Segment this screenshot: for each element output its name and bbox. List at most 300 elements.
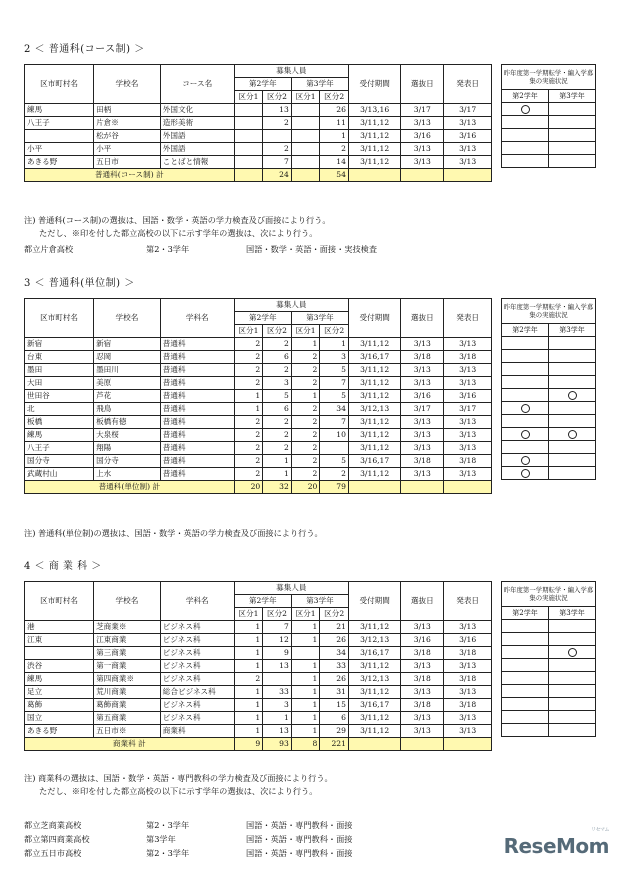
course-cell: 普通科 [160, 364, 234, 377]
table-row [25, 338, 492, 351]
selection-cell: 3/13 [401, 156, 444, 169]
selection-cell: 3/13 [401, 377, 444, 390]
section-title: 2 ＜ 普通科(コース制) ＞ [24, 44, 145, 55]
previous-year-cell [502, 103, 549, 116]
table-row [25, 442, 492, 455]
count-cell: 2 [263, 338, 292, 351]
count-cell: 33 [320, 660, 349, 673]
count-cell: 14 [320, 156, 349, 169]
count-cell: 1 [291, 634, 320, 647]
course-cell: 普通科 [160, 377, 234, 390]
count-cell: 2 [291, 351, 320, 364]
note-line: ただし、※印を付した都立高校の以下に示す学年の選抜は、次により行う。 [39, 786, 318, 796]
previous-year-cell [549, 711, 596, 724]
school-cell: 翔陽 [94, 442, 161, 455]
previous-year-row [502, 441, 596, 454]
selection-cell: 3/13 [401, 468, 444, 481]
count-cell: 6 [320, 712, 349, 725]
district-cell: 八王子 [25, 117, 94, 130]
header-kubun1: 区分1 [234, 608, 263, 621]
header-district: 区市町村名 [25, 582, 94, 621]
reception-cell: 3/13,16 [348, 104, 400, 117]
previous-year-row [502, 711, 596, 724]
count-cell: 2 [291, 403, 320, 416]
previous-year-row [502, 129, 596, 142]
total-row [25, 481, 492, 494]
count-cell: 1 [291, 390, 320, 403]
previous-year-cell [549, 620, 596, 633]
total-count-cell: 8 [291, 738, 320, 751]
selection-cell: 3/17 [401, 104, 444, 117]
total-count-cell: 93 [263, 738, 292, 751]
header-school: 学校名 [94, 582, 161, 621]
previous-year-row [502, 155, 596, 168]
total-count-cell: 221 [320, 738, 349, 751]
course-cell: 外国文化 [160, 104, 234, 117]
selection-cell: 3/13 [401, 660, 444, 673]
header-reception: 受付期間 [348, 582, 400, 621]
total-label: 普通科(コース制) 計 [25, 169, 235, 182]
reception-cell: 3/11,12 [348, 712, 400, 725]
count-cell [234, 143, 263, 156]
section-notes [24, 527, 323, 540]
school-cell: 芝商業※ [94, 621, 161, 634]
previous-year-cell [549, 116, 596, 129]
exam-subjects: 国語・英語・専門教科・面接 [246, 848, 353, 858]
district-cell [25, 130, 94, 143]
header-kubun1: 区分1 [291, 91, 320, 104]
header-kubun2: 区分2 [320, 91, 349, 104]
exam-school: 都立芝商業高校 [24, 820, 82, 830]
reception-cell: 3/11,12 [348, 660, 400, 673]
announce-cell: 3/13 [444, 686, 492, 699]
previous-year-cell [502, 363, 549, 376]
reception-cell: 3/11,12 [348, 390, 400, 403]
previous-year-cell [502, 376, 549, 389]
header-year3: 第3学年 [291, 78, 348, 91]
reception-cell: 3/11,12 [348, 429, 400, 442]
header-kubun1: 区分1 [234, 91, 263, 104]
course-cell: 普通科 [160, 429, 234, 442]
exam-row [24, 244, 524, 256]
course-cell: 商業科 [160, 725, 234, 738]
announce-cell: 3/13 [444, 621, 492, 634]
side-header-year2: 第2学年 [502, 324, 549, 337]
previous-year-row [502, 415, 596, 428]
count-cell: 26 [320, 104, 349, 117]
exam-school: 都立五日市高校 [24, 848, 82, 858]
count-cell [263, 130, 292, 143]
announce-cell: 3/16 [444, 130, 492, 143]
announce-cell: 3/17 [444, 104, 492, 117]
previous-year-row [502, 724, 596, 737]
count-cell: 1 [234, 712, 263, 725]
count-cell: 2 [291, 429, 320, 442]
total-count-cell: 79 [320, 481, 349, 494]
count-cell: 2 [291, 377, 320, 390]
circle-mark-icon [521, 456, 530, 465]
district-cell: 板橋 [25, 416, 94, 429]
reception-cell: 3/11,12 [348, 143, 400, 156]
previous-year-cell [549, 698, 596, 711]
course-cell: ビジネス科 [160, 647, 234, 660]
count-cell: 1 [234, 699, 263, 712]
school-cell: 荒川商業 [94, 686, 161, 699]
course-cell: 普通科 [160, 442, 234, 455]
school-cell: 国分寺 [94, 455, 161, 468]
previous-year-cell [549, 402, 596, 415]
total-blank [401, 481, 444, 494]
selection-cell: 3/18 [401, 455, 444, 468]
header-kubun1: 区分1 [291, 325, 320, 338]
previous-year-row [502, 698, 596, 711]
district-cell: 世田谷 [25, 390, 94, 403]
reception-cell: 3/11,12 [348, 621, 400, 634]
count-cell [234, 117, 263, 130]
announce-cell: 3/13 [444, 143, 492, 156]
announce-cell: 3/13 [444, 660, 492, 673]
school-cell: 江東商業 [94, 634, 161, 647]
course-cell: ビジネス科 [160, 673, 234, 686]
previous-year-row [502, 389, 596, 402]
count-cell: 2 [234, 377, 263, 390]
district-cell: 小平 [25, 143, 94, 156]
reception-cell: 3/11,12 [348, 416, 400, 429]
header-selection: 選抜日 [401, 582, 444, 621]
previous-year-cell [502, 724, 549, 737]
recruitment-table [24, 64, 492, 182]
count-cell: 1 [234, 390, 263, 403]
table-row [25, 647, 492, 660]
previous-year-cell [549, 659, 596, 672]
previous-year-header: 昨年度第一学期転学・編入学募集の実施状況 [502, 582, 596, 607]
announce-cell: 3/18 [444, 351, 492, 364]
count-cell: 34 [320, 647, 349, 660]
header-announce: 発表日 [444, 582, 492, 621]
course-cell: 外国語 [160, 130, 234, 143]
previous-year-cell [502, 620, 549, 633]
previous-year-cell [502, 337, 549, 350]
previous-year-row [502, 428, 596, 441]
district-cell: 台東 [25, 351, 94, 364]
reception-cell: 3/16,17 [348, 351, 400, 364]
district-cell: 練馬 [25, 429, 94, 442]
total-blank [401, 738, 444, 751]
previous-year-cell [549, 142, 596, 155]
count-cell: 1 [320, 130, 349, 143]
count-cell: 5 [263, 390, 292, 403]
school-cell: 五日市 [94, 156, 161, 169]
count-cell: 1 [234, 686, 263, 699]
announce-cell: 3/13 [444, 156, 492, 169]
section-title: 4 ＜ 商 業 科 ＞ [24, 561, 102, 572]
total-count-cell: 20 [234, 481, 263, 494]
count-cell: 7 [263, 156, 292, 169]
count-cell: 3 [263, 377, 292, 390]
count-cell: 2 [234, 416, 263, 429]
school-cell: 葛飾商業 [94, 699, 161, 712]
previous-year-cell [549, 415, 596, 428]
count-cell: 1 [234, 725, 263, 738]
district-cell: 葛飾 [25, 699, 94, 712]
count-cell: 2 [291, 455, 320, 468]
table-row [25, 377, 492, 390]
table-row [25, 725, 492, 738]
header-year2: 第2学年 [234, 78, 291, 91]
school-cell: 上水 [94, 468, 161, 481]
header-course: 学科名 [160, 299, 234, 338]
header-kubun2: 区分2 [263, 608, 292, 621]
exam-row [24, 834, 524, 846]
announce-cell: 3/18 [444, 699, 492, 712]
school-cell: 板橋有徳 [94, 416, 161, 429]
previous-year-row [502, 454, 596, 467]
previous-year-cell [549, 724, 596, 737]
district-cell: 練馬 [25, 104, 94, 117]
previous-year-cell [502, 685, 549, 698]
previous-year-cell [502, 698, 549, 711]
reception-cell: 3/11,12 [348, 468, 400, 481]
school-cell: 忍岡 [94, 351, 161, 364]
reception-cell: 3/11,12 [348, 117, 400, 130]
previous-year-row [502, 659, 596, 672]
header-kubun2: 区分2 [320, 608, 349, 621]
previous-year-row [502, 467, 596, 480]
side-header-year2: 第2学年 [502, 90, 549, 103]
previous-year-cell [502, 389, 549, 402]
count-cell: 1 [234, 403, 263, 416]
table-row [25, 455, 492, 468]
side-header-year3: 第3学年 [549, 324, 596, 337]
circle-mark-icon [521, 430, 530, 439]
header-course: コース名 [160, 65, 234, 104]
count-cell: 3 [320, 351, 349, 364]
district-cell: あきる野 [25, 156, 94, 169]
school-cell: 芦花 [94, 390, 161, 403]
table-row [25, 429, 492, 442]
count-cell: 15 [320, 699, 349, 712]
announce-cell: 3/18 [444, 647, 492, 660]
previous-year-cell [549, 633, 596, 646]
count-cell [291, 143, 320, 156]
district-cell: 墨田 [25, 364, 94, 377]
previous-year-row [502, 376, 596, 389]
selection-cell: 3/13 [401, 416, 444, 429]
count-cell: 2 [291, 468, 320, 481]
school-cell: 新宿 [94, 338, 161, 351]
previous-year-row [502, 620, 596, 633]
course-cell: 総合ビジネス科 [160, 686, 234, 699]
count-cell: 11 [320, 117, 349, 130]
previous-year-cell [502, 659, 549, 672]
total-count-cell: 20 [291, 481, 320, 494]
circle-mark-icon [568, 391, 577, 400]
district-cell: 八王子 [25, 442, 94, 455]
previous-year-cell [502, 441, 549, 454]
header-kubun2: 区分2 [263, 325, 292, 338]
district-cell [25, 647, 94, 660]
header-announce: 発表日 [444, 299, 492, 338]
selection-cell: 3/13 [401, 117, 444, 130]
previous-year-row [502, 116, 596, 129]
course-cell: 外国語 [160, 143, 234, 156]
total-blank [348, 738, 400, 751]
header-district: 区市町村名 [25, 65, 94, 104]
count-cell [291, 117, 320, 130]
previous-year-row [502, 633, 596, 646]
district-cell: 港 [25, 621, 94, 634]
exam-school: 都立片倉高校 [24, 244, 74, 254]
section-notes [24, 214, 331, 240]
previous-year-cell [502, 402, 549, 415]
school-cell: 第五商業 [94, 712, 161, 725]
previous-year-table [501, 298, 596, 480]
course-cell: 普通科 [160, 455, 234, 468]
district-cell: 江東 [25, 634, 94, 647]
previous-year-row [502, 685, 596, 698]
school-cell: 田柄 [94, 104, 161, 117]
table-row [25, 673, 492, 686]
table-row [25, 117, 492, 130]
school-cell: 墨田川 [94, 364, 161, 377]
school-cell: 片倉※ [94, 117, 161, 130]
count-cell: 1 [263, 455, 292, 468]
total-row [25, 738, 492, 751]
reception-cell: 3/16,17 [348, 647, 400, 660]
course-cell: 造形美術 [160, 117, 234, 130]
header-year3: 第3学年 [291, 312, 348, 325]
table-row [25, 364, 492, 377]
school-cell: 第一商業 [94, 660, 161, 673]
count-cell: 34 [320, 403, 349, 416]
course-cell: 普通科 [160, 416, 234, 429]
announce-cell: 3/17 [444, 403, 492, 416]
count-cell: 2 [291, 364, 320, 377]
total-blank [444, 738, 492, 751]
school-cell: 五日市※ [94, 725, 161, 738]
course-cell: ビジネス科 [160, 621, 234, 634]
previous-year-cell [502, 454, 549, 467]
count-cell [263, 673, 292, 686]
course-cell: 普通科 [160, 351, 234, 364]
count-cell: 2 [291, 416, 320, 429]
count-cell: 10 [320, 429, 349, 442]
total-count-cell [291, 169, 320, 182]
table-row [25, 416, 492, 429]
announce-cell: 3/13 [444, 429, 492, 442]
count-cell: 2 [234, 442, 263, 455]
exam-grade: 第2・3学年 [146, 820, 190, 830]
previous-year-row [502, 672, 596, 685]
total-count-cell: 9 [234, 738, 263, 751]
school-cell: 第四商業※ [94, 673, 161, 686]
reception-cell: 3/12,13 [348, 673, 400, 686]
count-cell: 1 [234, 621, 263, 634]
previous-year-row [502, 402, 596, 415]
previous-year-cell [502, 467, 549, 480]
count-cell: 1 [291, 725, 320, 738]
previous-year-row [502, 103, 596, 116]
table-row [25, 390, 492, 403]
announce-cell: 3/13 [444, 117, 492, 130]
total-label: 普通科(単位制) 計 [25, 481, 235, 494]
previous-year-cell [502, 415, 549, 428]
count-cell: 2 [263, 416, 292, 429]
count-cell: 2 [234, 364, 263, 377]
total-blank [444, 481, 492, 494]
selection-cell: 3/18 [401, 673, 444, 686]
previous-year-row [502, 646, 596, 659]
district-cell: あきる野 [25, 725, 94, 738]
count-cell: 2 [234, 673, 263, 686]
count-cell: 2 [263, 143, 292, 156]
count-cell [234, 104, 263, 117]
total-count-cell: 32 [263, 481, 292, 494]
selection-cell: 3/16 [401, 390, 444, 403]
count-cell [291, 130, 320, 143]
total-blank [401, 169, 444, 182]
district-cell: 大田 [25, 377, 94, 390]
count-cell: 12 [263, 634, 292, 647]
table-row [25, 351, 492, 364]
selection-cell: 3/17 [401, 403, 444, 416]
previous-year-cell [502, 672, 549, 685]
exam-row [24, 820, 524, 832]
announce-cell: 3/18 [444, 455, 492, 468]
section-title: 3 ＜ 普通科(単位制) ＞ [24, 278, 135, 289]
count-cell: 2 [234, 468, 263, 481]
selection-cell: 3/16 [401, 130, 444, 143]
previous-year-cell [549, 467, 596, 480]
district-cell: 国立 [25, 712, 94, 725]
note-line: ただし、※印を付した都立高校の以下に示す学年の選抜は、次により行う。 [39, 228, 318, 238]
previous-year-cell [549, 155, 596, 168]
previous-year-cell [549, 454, 596, 467]
count-cell: 5 [320, 390, 349, 403]
previous-year-cell [502, 428, 549, 441]
school-cell: 美原 [94, 377, 161, 390]
count-cell: 2 [234, 351, 263, 364]
count-cell [320, 442, 349, 455]
count-cell: 1 [291, 686, 320, 699]
previous-year-row [502, 350, 596, 363]
count-cell: 2 [291, 442, 320, 455]
exam-subjects: 国語・数学・英語・面接・実技検査 [246, 244, 378, 254]
table-row [25, 712, 492, 725]
total-count-cell [234, 169, 263, 182]
selection-cell: 3/13 [401, 442, 444, 455]
note-line: 注) 普通科(単位制)の選抜は、国語・数学・英語の学力検査及び面接により行う。 [24, 528, 323, 538]
header-year3: 第3学年 [291, 595, 348, 608]
count-cell: 13 [263, 725, 292, 738]
circle-mark-icon [521, 469, 530, 478]
announce-cell: 3/13 [444, 712, 492, 725]
previous-year-cell [549, 685, 596, 698]
count-cell: 13 [263, 660, 292, 673]
course-cell: 普通科 [160, 338, 234, 351]
previous-year-cell [502, 116, 549, 129]
count-cell: 1 [234, 647, 263, 660]
district-cell: 新宿 [25, 338, 94, 351]
header-year2: 第2学年 [234, 312, 291, 325]
previous-year-cell [549, 441, 596, 454]
exam-school: 都立第四商業高校 [24, 834, 90, 844]
exam-grade: 第2・3学年 [146, 244, 190, 254]
total-count-cell: 54 [320, 169, 349, 182]
resemom-logo: リセマム ReseMom [503, 827, 609, 858]
previous-year-cell [549, 363, 596, 376]
previous-year-cell [502, 129, 549, 142]
